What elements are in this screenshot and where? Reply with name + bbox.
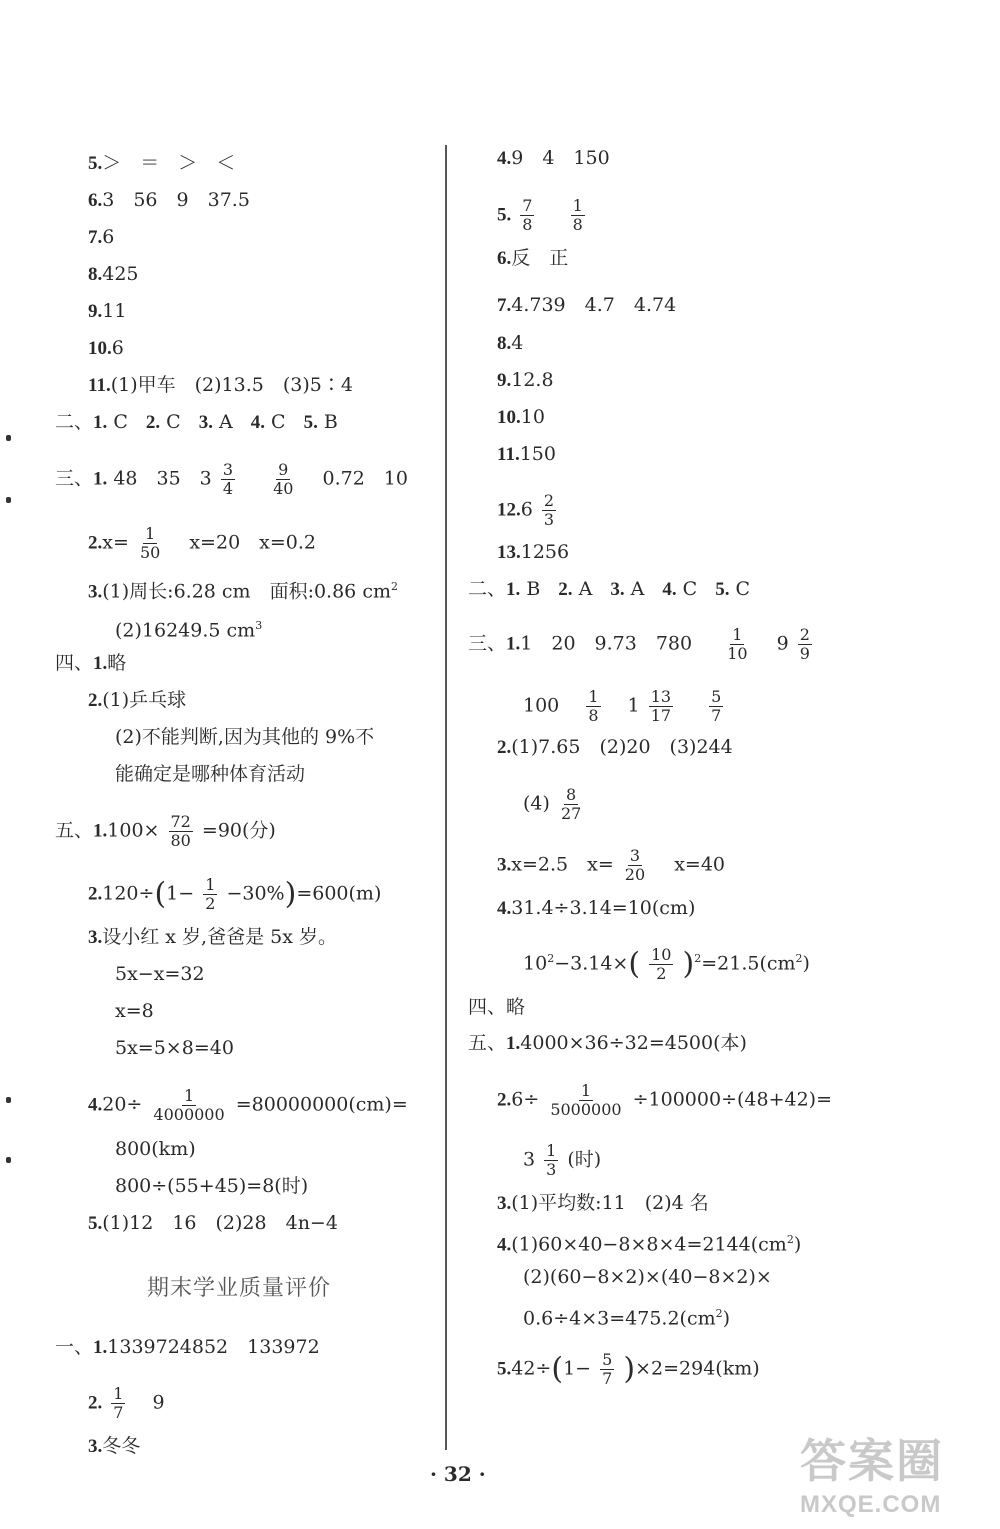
section-three-answers: 三、1.1 20 9.73 780 $\frac{1}{10}$ 9 $\frac{2}{9}$ bbox=[468, 625, 810, 663]
fraction: $\frac{9}{40}$ bbox=[273, 460, 294, 498]
answer-line: 3.(1)周长:6.28 cm 面积:0.86 $cm^2$ bbox=[88, 580, 398, 603]
section-three-answers: 三、1. 48 35 3 $\frac{3}{4}$ $\frac{9}{40}$ 0.72 10 bbox=[55, 460, 408, 498]
answer-line: 4.31.4÷3.14=10(cm) bbox=[497, 897, 696, 919]
fraction: $\frac{10}{2}$ bbox=[651, 945, 672, 983]
answer-line: 10.10 bbox=[497, 406, 545, 428]
answer-line: $4.(1)60\times 40-8\times 8\times 4=2144(cm^2)$ bbox=[497, 1233, 802, 1256]
answer-line: 2.120÷(1− $\frac{1}{2}$ −30%)=600(m) bbox=[88, 875, 382, 913]
fraction: $\frac{1}{50}$ bbox=[139, 524, 161, 562]
answer-line: (4) $\frac{8}{27}$ bbox=[523, 785, 582, 823]
answer-line: $10^2-3.14\times$( $\frac{10}{2}$ )$^2=21.5(cm^2)$ bbox=[523, 945, 810, 983]
answer-line: (2)不能判断,因为其他的 9%不 bbox=[115, 726, 375, 748]
answer-line: 3.x=2.5 x= $\frac{3}{20}$ x=40 bbox=[497, 846, 726, 884]
answer-line: (2)(60−8×2)×(40−8×2)× bbox=[523, 1266, 772, 1288]
answer-line: 100 $\frac{1}{8}$ 1 $\frac{13}{17}$ $\frac{5}{7}$ bbox=[523, 687, 722, 725]
answer-line: 2.(1)7.65 (2)20 (3)244 bbox=[497, 736, 733, 758]
answer-line: 9.11 bbox=[88, 300, 127, 322]
answer-line: 6.3 56 9 37.5 bbox=[88, 189, 250, 211]
answer-line: 7.4.739 4.7 4.74 bbox=[497, 294, 677, 316]
answer-line: 9.12.8 bbox=[497, 369, 554, 391]
section-five-answers: 五、1.100× $\frac{72}{80}$ =90(分) bbox=[55, 812, 276, 850]
fraction: $\frac{2}{9}$ bbox=[799, 625, 810, 663]
answer-line: 5.42÷(1− $\frac{5}{7}$ )×2=294(km) bbox=[497, 1350, 760, 1388]
answer-line: 5x=5×8=40 bbox=[115, 1037, 234, 1059]
fraction: $\frac{1}{3}$ bbox=[546, 1141, 557, 1179]
fraction: $\frac{1}{8}$ bbox=[572, 196, 583, 234]
fraction: $\frac{3}{4}$ bbox=[222, 460, 233, 498]
fraction: $\frac{5}{7}$ bbox=[711, 687, 722, 725]
answer-line: 6.反 正 bbox=[497, 247, 569, 269]
answer-line: 10.6 bbox=[88, 337, 124, 359]
answer-line: 13.1256 bbox=[497, 541, 570, 563]
answer-line: 5x−x=32 bbox=[115, 963, 205, 985]
answer-line: 3.设小红 x 岁,爸爸是 5x 岁。 bbox=[88, 926, 337, 948]
answer-line: 能确定是哪种体育活动 bbox=[115, 763, 306, 785]
answer-line: 2.(1)乒乓球 bbox=[88, 689, 187, 711]
section-four-answers: 四、略 bbox=[468, 996, 526, 1018]
fraction: $\frac{13}{17}$ bbox=[650, 687, 672, 725]
margin-mark bbox=[6, 1157, 11, 1163]
answer-line: 12.6 $\frac{2}{3}$ bbox=[497, 491, 555, 529]
fraction: $\frac{1}{8}$ bbox=[588, 687, 599, 725]
answer-line: 3 $\frac{1}{3}$ (时) bbox=[523, 1141, 602, 1179]
fraction: $\frac{1}{7}$ bbox=[113, 1384, 124, 1422]
section-two-answers: 二、1. C 2. C 3. A 4. C 5. B bbox=[55, 411, 338, 433]
answer-line: 3.(1)平均数:11 (2)4 名 bbox=[497, 1192, 709, 1214]
fraction: $\frac{7}{8}$ bbox=[522, 196, 533, 234]
page-number: · 32 · bbox=[430, 1462, 486, 1486]
fraction: $\frac{2}{3}$ bbox=[543, 491, 555, 529]
fraction: $\frac{8}{27}$ bbox=[560, 785, 582, 823]
fraction: $\frac{1}{2}$ bbox=[205, 875, 216, 913]
section-five-answers: 五、1.4000×36÷32=4500(本) bbox=[468, 1032, 747, 1054]
section-four-answers: 四、1.略 bbox=[55, 652, 127, 674]
fraction: $\frac{1}{10}$ bbox=[727, 625, 748, 663]
margin-mark bbox=[6, 435, 11, 441]
answer-line: 8.4 bbox=[497, 332, 524, 354]
section-two-answers: 二、1. B 2. A 3. A 4. C 5. C bbox=[468, 578, 751, 600]
answer-line: 3.冬冬 bbox=[88, 1435, 141, 1457]
fraction: $\frac{3}{20}$ bbox=[624, 846, 646, 884]
fraction: $\frac{5}{7}$ bbox=[602, 1350, 613, 1388]
answer-line: 2. $\frac{1}{7}$ 9 bbox=[88, 1384, 165, 1422]
section-heading: 期末学业质量评价 bbox=[147, 1275, 332, 1300]
fraction: $\frac{1}{4000000}$ bbox=[153, 1086, 225, 1124]
answer-line: 800(km) bbox=[115, 1138, 196, 1160]
watermark-url: MXQE.COM bbox=[800, 1491, 942, 1518]
answer-line: x=8 bbox=[115, 1000, 154, 1022]
answer-line: 2.6÷ $\frac{1}{5000000}$ ÷100000÷(48+42)= bbox=[497, 1081, 833, 1119]
answer-line: 7.6 bbox=[88, 226, 115, 248]
answer-line: 5.(1)12 16 (2)28 4n−4 bbox=[88, 1212, 338, 1234]
answer-line: 800÷(55+45)=8(时) bbox=[115, 1175, 309, 1197]
watermark-text: 答案圈 bbox=[800, 1435, 944, 1487]
column-divider bbox=[445, 145, 447, 1450]
answer-line: 一、1.1339724852 133972 bbox=[55, 1336, 320, 1358]
answer-line: 11.150 bbox=[497, 443, 556, 465]
answer-line: 8.425 bbox=[88, 263, 139, 285]
margin-mark bbox=[6, 1097, 11, 1103]
answer-line: 5. $\frac{7}{8}$ $\frac{1}{8}$ bbox=[497, 196, 583, 234]
fraction: $\frac{72}{80}$ bbox=[170, 812, 191, 850]
watermark-logo bbox=[800, 1425, 980, 1518]
answer-line: 11.(1)甲车 (2)13.5 (3)5∶4 bbox=[88, 374, 353, 396]
answer-line: 5.＞ ＝ ＞ ＜ bbox=[88, 152, 236, 174]
answer-line: 4.20÷ $\frac{1}{4000000}$ =80000000(cm)= bbox=[88, 1086, 408, 1124]
answer-line: $0.6\div 4\times 3=475.2(cm^2)$ bbox=[523, 1307, 731, 1330]
fraction: $\frac{1}{5000000}$ bbox=[550, 1081, 622, 1119]
margin-mark bbox=[6, 497, 11, 503]
answer-line: 2.x= $\frac{1}{50}$ x=20 x=0.2 bbox=[88, 524, 317, 562]
answer-line: 4.9 4 150 bbox=[497, 147, 610, 169]
answer-line: (2)16249.5 $cm^3$ bbox=[115, 619, 263, 642]
